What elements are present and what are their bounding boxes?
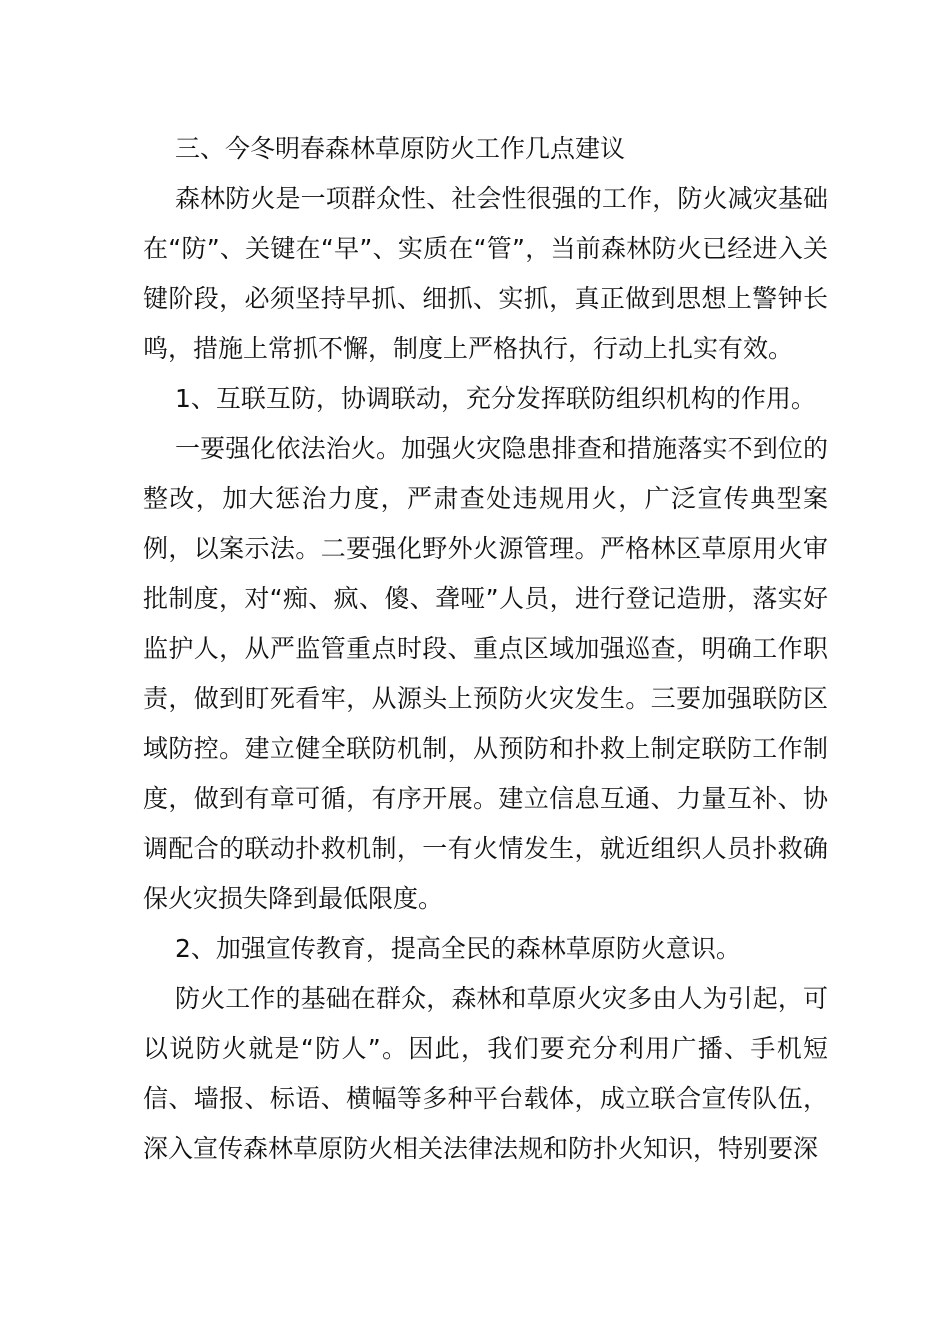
intro-paragraph: 森林防火是一项群众性、社会性很强的工作，防火减灾基础在“防”、关键在“早”、实质在“管”，当前森林防火已经进入关键阶段，必须坚持早抓、细抓、实抓，真正做到思想上警钟长鸣，措施上常抓不懈，制度上严格执行，行动上扎实有效。 [143, 184, 828, 363]
section-heading: 三、今冬明春森林草原防火工作几点建议 [175, 134, 626, 163]
document-body [143, 124, 828, 1174]
subheading-2: 2、加强宣传教育，提高全民的森林草原防火意识。 [175, 934, 741, 963]
subheading-1: 1、互联互防，协调联动，充分发挥联防组织机构的作用。 [175, 384, 816, 413]
paragraph-joint-prevention: 一要强化依法治火。加强火灾隐患排查和措施落实不到位的整改，加大惩治力度，严肃查处违规用火，广泛宣传典型案例，以案示法。二要强化野外火源管理。严格林区草原用火审批制度，对“痴、疯、傻、聋哑”人员，进行登记造册，落实好监护人，从严监管重点时段、重点区域加强巡查，明确工作职责，做到盯死看牢，从源头上预防火灾发生。三要加强联防区域防控。建立健全联防机制，从预防和扑救上制定联防工作制度，做到有章可循，有序开展。建立信息互通、力量互补、协调配合的联动扑救机制，一有火情发生，就近组织人员扑救确保火灾损失降到最低限度。 [143, 434, 828, 913]
paragraph-publicity: 防火工作的基础在群众，森林和草原火灾多由人为引起，可以说防火就是“防人”。因此，我们要充分利用广播、手机短信、墙报、标语、横幅等多种平台载体，成立联合宣传队伍，深入宣传森林草原防火相关法律法规和防扑火知识，特别要深 [143, 984, 828, 1163]
